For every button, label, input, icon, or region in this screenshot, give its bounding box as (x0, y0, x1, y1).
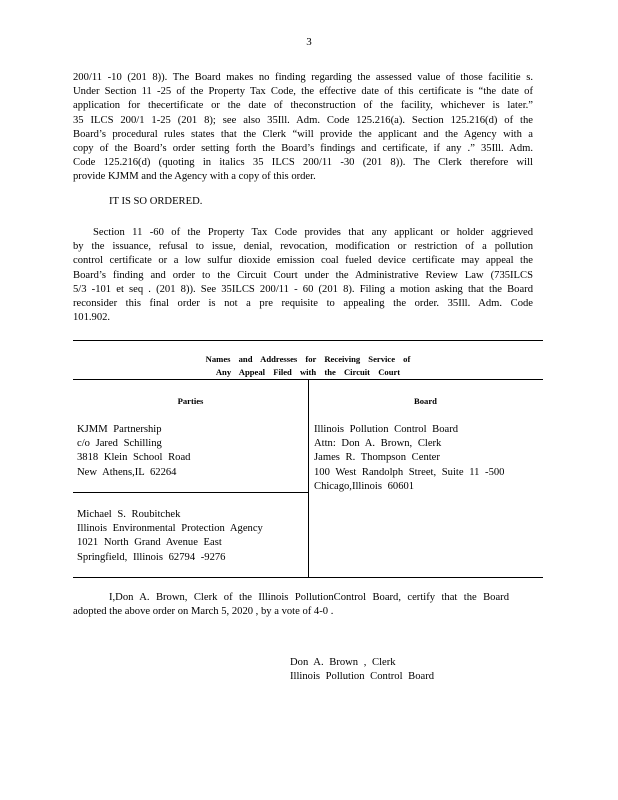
address-line: James R. Thompson Center (314, 452, 440, 464)
service-title-line: Names and Addresses for Receiving Service of (205, 354, 411, 364)
paragraph-appeal (73, 226, 533, 325)
address-line: Chicago,Illinois 60601 (314, 480, 415, 492)
paragraph-line: 35 ILCS 200/1 1-25 (201 8); see also 35Ill. Adm. Code 125.216(a). Section 125.216(d) of the (73, 114, 533, 126)
so-ordered-heading: IT IS SO ORDERED. (109, 196, 203, 207)
address-line: c/o Jared Schilling (77, 438, 162, 450)
paragraph-findings (73, 71, 533, 185)
certification-line: I,Don A. Brown, Clerk of the Illinois PollutionControl Board, certify that the Board (109, 592, 509, 603)
paragraph-line: 5/3 -101 et seq . (201 8)). See 35ILCS 200/11 - 60 (201 8). Filing a motion asking that the Board (73, 283, 533, 295)
paragraph-line: copy of the Board’s order setting forth the Board’s findings and certificate, if any .” 35Ill. Adm. (73, 143, 533, 155)
paragraph-line: Code 125.216(d) (quoting in italics 35 ILCS 200/11 -30 (201 8)). The Clerk therefore will (73, 157, 533, 169)
address-line: New Athens,IL 62264 (77, 466, 177, 478)
party-address-epa (77, 508, 263, 565)
paragraph-line: Board’s finding and order to the Circuit Court under the Administrative Review Law (735ILCS (73, 269, 533, 281)
party-address-kjmm (77, 423, 190, 480)
board-header: Board (414, 396, 437, 406)
paragraph-line: 200/11 -10 (201 8)). The Board makes no finding regarding the assessed value of those facilitie s. (73, 72, 533, 83)
paragraph-line: application for thecertificate or the date of theconstruction of the facility, whichever is later.” (73, 100, 533, 112)
paragraph-line: 101.902. (73, 312, 111, 324)
paragraph-line: Board’s procedural rules states that the Clerk “will provide the applicant and the Agency with a (73, 128, 533, 140)
address-line: Illinois Pollution Control Board (314, 424, 459, 435)
paragraph-line: reconsider this final order is not a pre requisite to appealing the order. 35Ill. Adm. Code (73, 298, 533, 310)
address-line: 3818 Klein School Road (77, 452, 191, 464)
address-line: KJMM Partnership (77, 424, 162, 435)
column-divider (308, 379, 309, 577)
signature-block (290, 656, 434, 684)
paragraph-line: control certificate or a low sulfur dioxide emission coal fueled device certificate may appeal the (73, 255, 533, 267)
address-line: 1021 North Grand Avenue East (77, 537, 222, 549)
parties-header: Parties (177, 396, 204, 406)
service-table (73, 340, 543, 578)
page-number: 3 (306, 36, 312, 48)
address-line: Michael S. Roubitchek (77, 509, 181, 520)
paragraph-line: by the issuance, refusal to issue, denial, revocation, modification or restriction of a pollution (73, 241, 533, 253)
signature-line: Don A. Brown , Clerk (290, 657, 396, 668)
paragraph-line: Under Section 11 -25 of the Property Tax Code, the effective date of this certificate is “the date of (73, 86, 533, 98)
address-line: 100 West Randolph Street, Suite 11 -500 (314, 466, 505, 478)
paragraph-line: provide KJMM and the Agency with a copy of this order. (73, 171, 316, 183)
certification-statement (73, 591, 509, 619)
address-line: Attn: Don A. Brown, Clerk (314, 438, 442, 450)
address-line: Springfield, Illinois 62794 -9276 (77, 551, 226, 563)
address-line: Illinois Environmental Protection Agency (77, 523, 263, 535)
service-title-line: Any Appeal Filed with the Circuit Court (215, 367, 401, 377)
certification-line: adopted the above order on March 5, 2020 , by a vote of 4-0 . (73, 606, 334, 618)
service-table-title (73, 353, 543, 379)
signature-line: Illinois Pollution Control Board (290, 671, 435, 683)
board-address (314, 423, 504, 494)
row-divider (73, 492, 308, 493)
paragraph-line: Section 11 -60 of the Property Tax Code provides that any applicant or holder aggrieved (93, 227, 533, 238)
